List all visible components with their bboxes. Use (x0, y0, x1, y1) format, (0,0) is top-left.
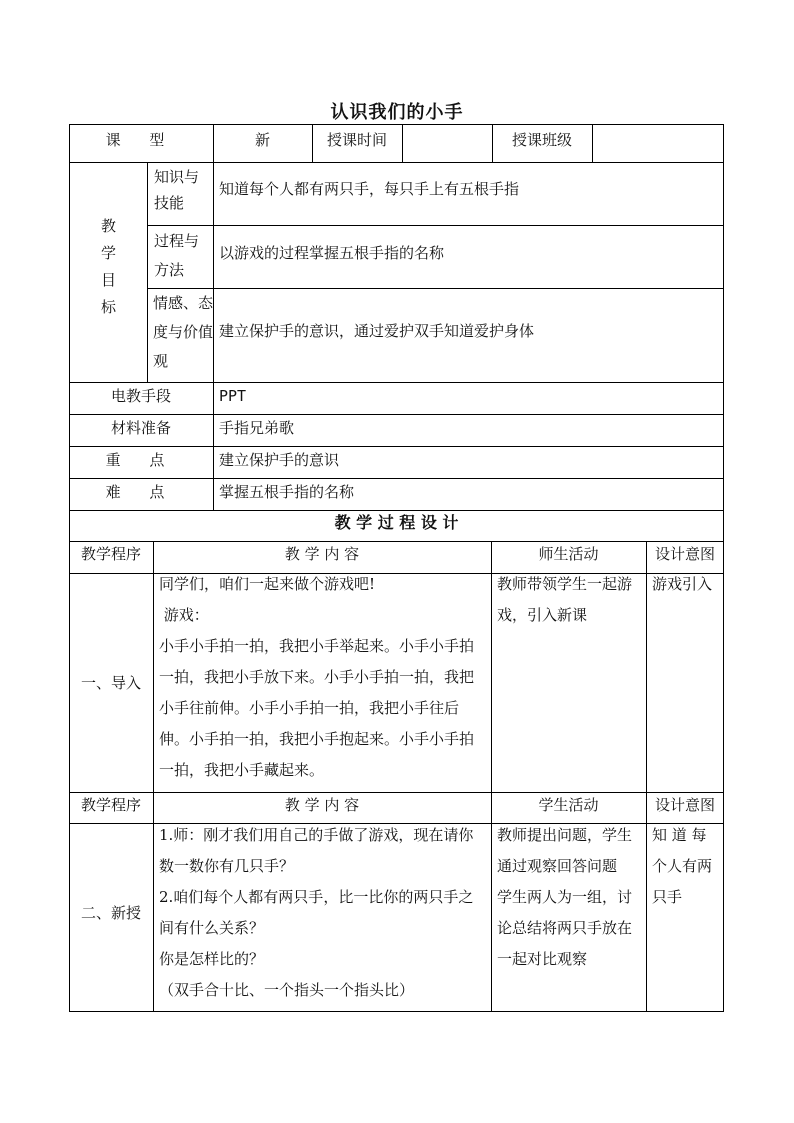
knowledge-skill-text: 知道每个人都有两只手，每只手上有五根手指 (219, 180, 520, 198)
difficult-point-value: 掌握五根手指的名称 (219, 483, 355, 501)
difficult-point-label: 难 点 (105, 483, 177, 501)
key-point-value: 建立保护手的意识 (219, 451, 340, 469)
new-lesson-intent: 知 道 每个人有两只手 (652, 826, 713, 906)
intro-content: 同学们，咱们一起来做个游戏吧! 游戏： 小手小手拍一拍，我把小手举起来。小手小手拍一拍，我把小手放下来。小手小手拍一拍，我把小手往前伸。小手小手拍一拍，我把小手往后伸。小手拍一拍，我把小手抱起来。小手小手拍一拍，我把小手藏起来。 (159, 575, 475, 779)
col-intent-header-2: 设计意图 (654, 796, 715, 814)
process-method-label: 过程与方法 (154, 232, 200, 279)
col-activity-header: 师生活动 (538, 545, 599, 563)
col-activity-header-2: 学生活动 (538, 796, 599, 814)
step-intro: 一、导入 (80, 673, 141, 692)
page-title: 认识我们的小手 (330, 102, 464, 123)
lesson-time-label: 授课时间 (326, 131, 387, 149)
process-method-text: 以游戏的过程掌握五根手指的名称 (219, 244, 445, 262)
lesson-class-value (592, 124, 724, 156)
emotion-value-label: 情感、态度与价值观 (153, 294, 214, 370)
media-value: PPT (219, 387, 247, 405)
material-label: 材料准备 (110, 419, 171, 437)
intro-activity: 教师带领学生一起游戏，引入新课 (497, 575, 633, 624)
intro-intent: 游戏引入 (652, 575, 713, 593)
media-label: 电教手段 (110, 387, 171, 405)
teaching-goals-label: 教学目标 (99, 218, 117, 326)
col-program-header-2: 教学程序 (80, 796, 141, 814)
material-value: 手指兄弟歌 (219, 419, 295, 437)
new-lesson-content: 1.师：刚才我们用自己的手做了游戏，现在请你数一数你有几只手？ 2.咱们每个人都有两只手，比一比你的两只手之间有什么关系？ 你是怎样比的？ （双手合十比、一个指头一个指头比） (159, 826, 474, 999)
col-intent-header: 设计意图 (654, 545, 715, 563)
new-lesson-activity: 教师提出问题，学生通过观察回答问题 学生两人为一组，讨论总结将两只手放在一起对比观察 (497, 826, 633, 968)
col-content-header: 教 学 内 容 (284, 545, 360, 563)
step-new-lesson: 二、新授 (80, 904, 141, 922)
knowledge-skill-label: 知识与技能 (154, 168, 200, 212)
key-point-label: 重 点 (105, 451, 177, 469)
col-program-header: 教学程序 (80, 545, 141, 563)
process-heading: 教 学 过 程 设 计 (334, 513, 459, 532)
course-type-value: 新 (254, 131, 270, 149)
col-content-header-2: 教 学 内 容 (284, 796, 360, 814)
lesson-time-value (402, 124, 492, 156)
lesson-class-label: 授课班级 (511, 131, 572, 149)
course-type-label: 课 型 (105, 131, 177, 149)
emotion-value-text: 建立保护手的意识，通过爱护双手知道爱护身体 (219, 322, 535, 340)
